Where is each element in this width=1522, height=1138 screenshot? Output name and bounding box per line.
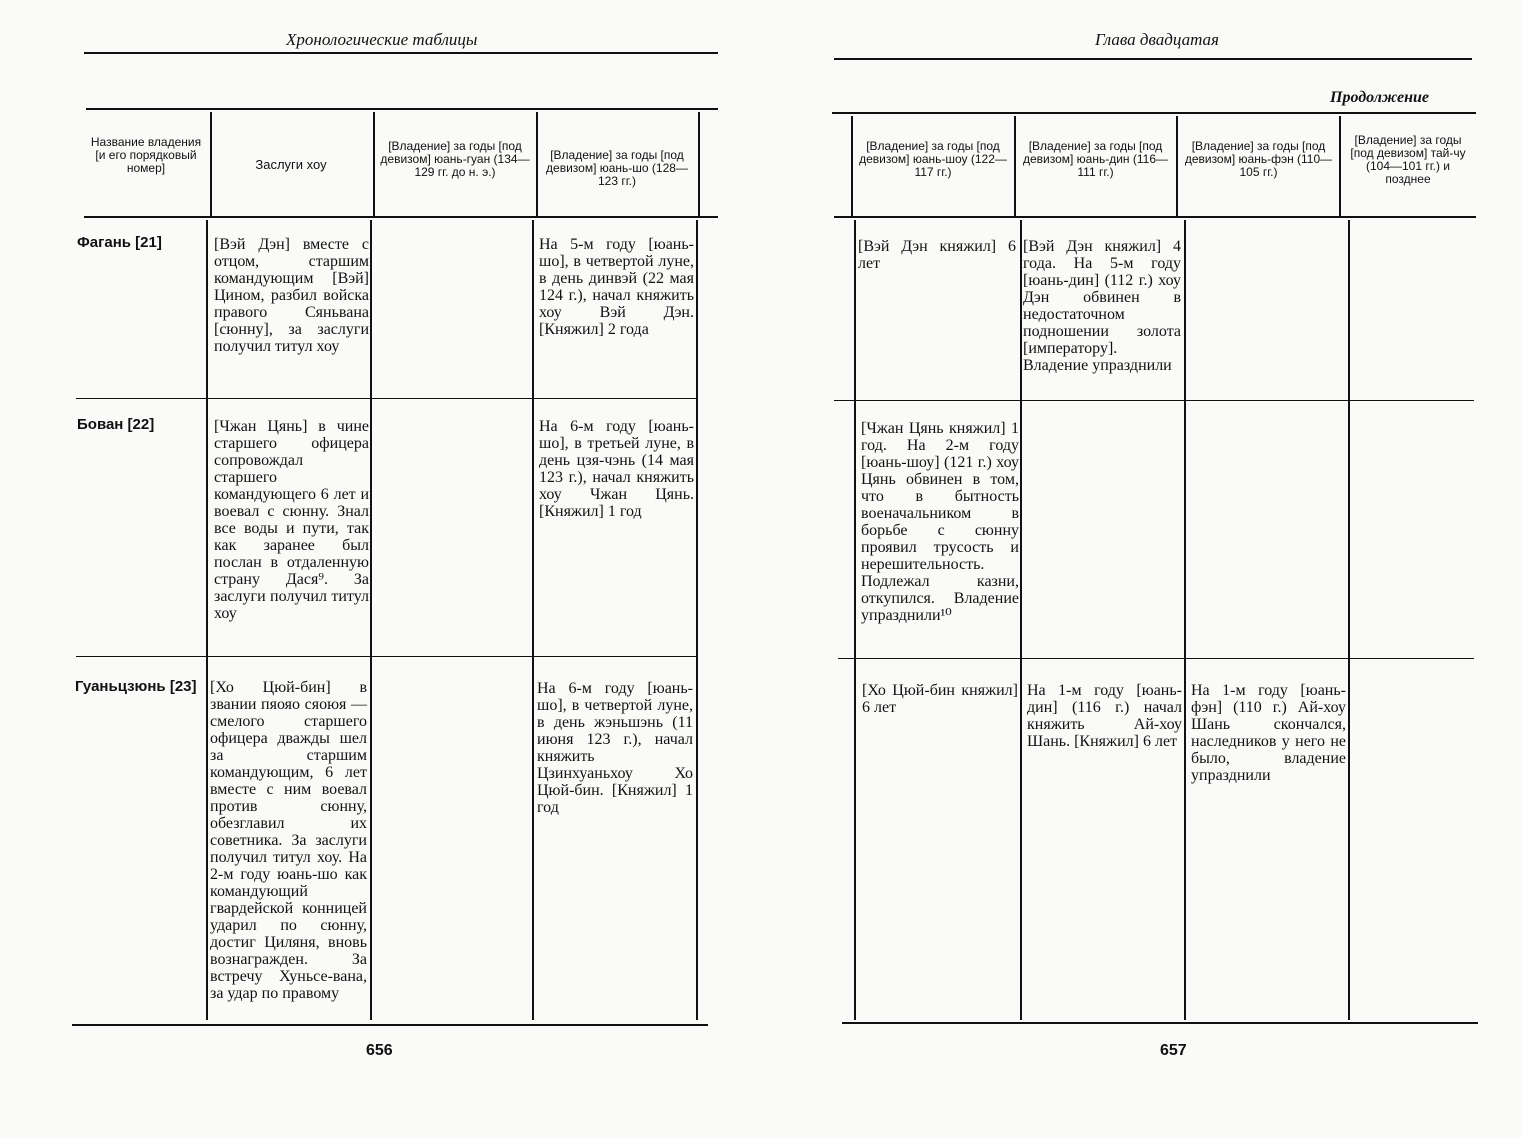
right-col-line	[1339, 116, 1341, 216]
right-col-line	[1014, 116, 1016, 216]
left-table-bottom-rule	[72, 1024, 708, 1026]
left-col-line	[536, 112, 538, 216]
fief-name: Бован [22]	[77, 416, 155, 433]
right-running-head: Глава двадцатая	[1095, 30, 1219, 49]
right-col-header-yuan-shou: [Владение] за годы [под девизом] юань-шоу (122—117 гг.)	[859, 139, 1007, 179]
continuation-label: Продолжение	[1330, 89, 1429, 106]
yuan-shou-cell: [Вэй Дэн княжил] 6 лет	[858, 238, 1016, 272]
right-col-line	[1348, 220, 1350, 1020]
yuan-shuo-cell: На 6-м году [юань-шо], в четвертой луне, в день жэньшэнь (11 июня 123 г.), начал княжить Цзинхуаньхоу Хо Цюй-бин. [Княжил] 1 год	[537, 680, 693, 816]
left-col-header-merits: Заслуги хоу	[255, 157, 327, 172]
right-row-rule-1	[834, 400, 1474, 401]
left-page-number: 656	[366, 1042, 393, 1059]
right-header-rule	[834, 216, 1476, 218]
left-col-header-name: Название владения [и его порядковый номер]	[90, 135, 202, 175]
right-col-line	[854, 220, 856, 1020]
yuan-shuo-cell: На 6-м году [юань-шо], в третьей луне, в день цзя-чэнь (14 мая 123 г.), начал княжить хоу Чжан Цянь. [Княжил] 1 год	[539, 418, 694, 520]
right-col-header-yuan-feng: [Владение] за годы [под девизом] юань-фэн (110—105 гг.)	[1184, 139, 1333, 179]
left-col-line	[206, 220, 208, 1020]
left-row-rule-1	[76, 398, 698, 399]
left-row-rule-2	[76, 656, 698, 657]
right-col-line	[1020, 220, 1022, 1020]
fief-name: Фагань [21]	[77, 234, 162, 251]
fief-name: Гуаньцзюнь [23]	[75, 678, 197, 695]
merits-cell: [Вэй Дэн] вместе с отцом, старшим командующим [Вэй] Цином, разбил войска правого Сяньвана [сюнну], за заслуги получил титул хоу	[214, 236, 369, 355]
left-col-line	[698, 112, 700, 216]
left-col-header-yuan-shuo: [Владение] за годы [под девизом] юань-шо (128—123 гг.)	[546, 148, 688, 188]
right-col-header-yuan-ding: [Владение] за годы [под девизом] юань-дин (116—111 гг.)	[1022, 139, 1169, 179]
right-table-top-rule	[832, 112, 1476, 114]
right-col-header-tai-chu: [Владение] за годы [под девизом] тай-чу (104—101 гг.) и позднее	[1350, 133, 1466, 186]
right-page-number: 657	[1160, 1042, 1187, 1059]
yuan-ding-cell: [Вэй Дэн княжил] 4 года. На 5-м году [юань-дин] (112 г.) хоу Дэн обвинен в недостаточном подношении золота [императору]. Владение упразднили	[1023, 238, 1181, 374]
right-head-rule	[834, 58, 1472, 60]
right-table-bottom-rule	[842, 1022, 1478, 1024]
left-col-line	[370, 220, 372, 1020]
right-col-line	[851, 116, 853, 216]
left-running-head: Хронологические таблицы	[286, 30, 478, 49]
left-col-line	[373, 112, 375, 216]
merits-cell: [Хо Цюй-бин] в звании пяояо сяоюя — смелого старшего офицера дважды шел за старшим командующим, 6 лет вместе с ним воевал против сюнну, обезглавил их советника. За заслуги получил титул хоу. На 2-м году юань-шо как командующий гвардейской конницей ударил по сюнну, достиг Циляня, вновь вознагражден. За встречу Хуньсе-вана, за удар по правому	[210, 679, 367, 1002]
yuan-shou-cell: [Чжан Цянь княжил] 1 год. На 2-м году [юань-шоу] (121 г.) хоу Цянь обвинен в том, что в бытность военачальником в борьбе с сюнну проявил трусость и нерешительность. Подлежал казни, откупился. Владение упразднили¹⁰	[861, 420, 1019, 624]
yuan-shuo-cell: На 5-м году [юань-шо], в четвертой луне, в день динвэй (22 мая 124 г.), начал княжить хоу Вэй Дэн. [Княжил] 2 года	[539, 236, 694, 338]
right-col-line	[1176, 116, 1178, 216]
yuan-feng-cell: На 1-м году [юань-фэн] (110 г.) Ай-хоу Шань скончался, наследников у него не было, владение упразднили	[1191, 682, 1346, 784]
left-col-line	[696, 220, 698, 1020]
left-table-top-rule	[86, 108, 718, 110]
merits-cell: [Чжан Цянь] в чине старшего офицера сопровождал старшего командующего 6 лет и воевал с сюнну. Знал все воды и пути, так как заранее был послан в отдаленную страну Дася⁹. За заслуги получил титул хоу	[214, 418, 369, 622]
yuan-shou-cell: [Хо Цюй-бин княжил] 6 лет	[862, 682, 1018, 716]
yuan-ding-cell: На 1-м году [юань-дин] (116 г.) начал княжить Ай-хоу Шань. [Княжил] 6 лет	[1027, 682, 1182, 750]
left-col-header-yuan-guang: [Владение] за годы [под девизом] юань-гуан (134—129 гг. до н. э.)	[380, 139, 530, 179]
left-head-rule	[84, 52, 718, 54]
left-col-line	[532, 220, 534, 1020]
left-header-rule	[84, 216, 718, 218]
right-col-line	[1184, 220, 1186, 1020]
right-row-rule-2	[838, 658, 1474, 659]
